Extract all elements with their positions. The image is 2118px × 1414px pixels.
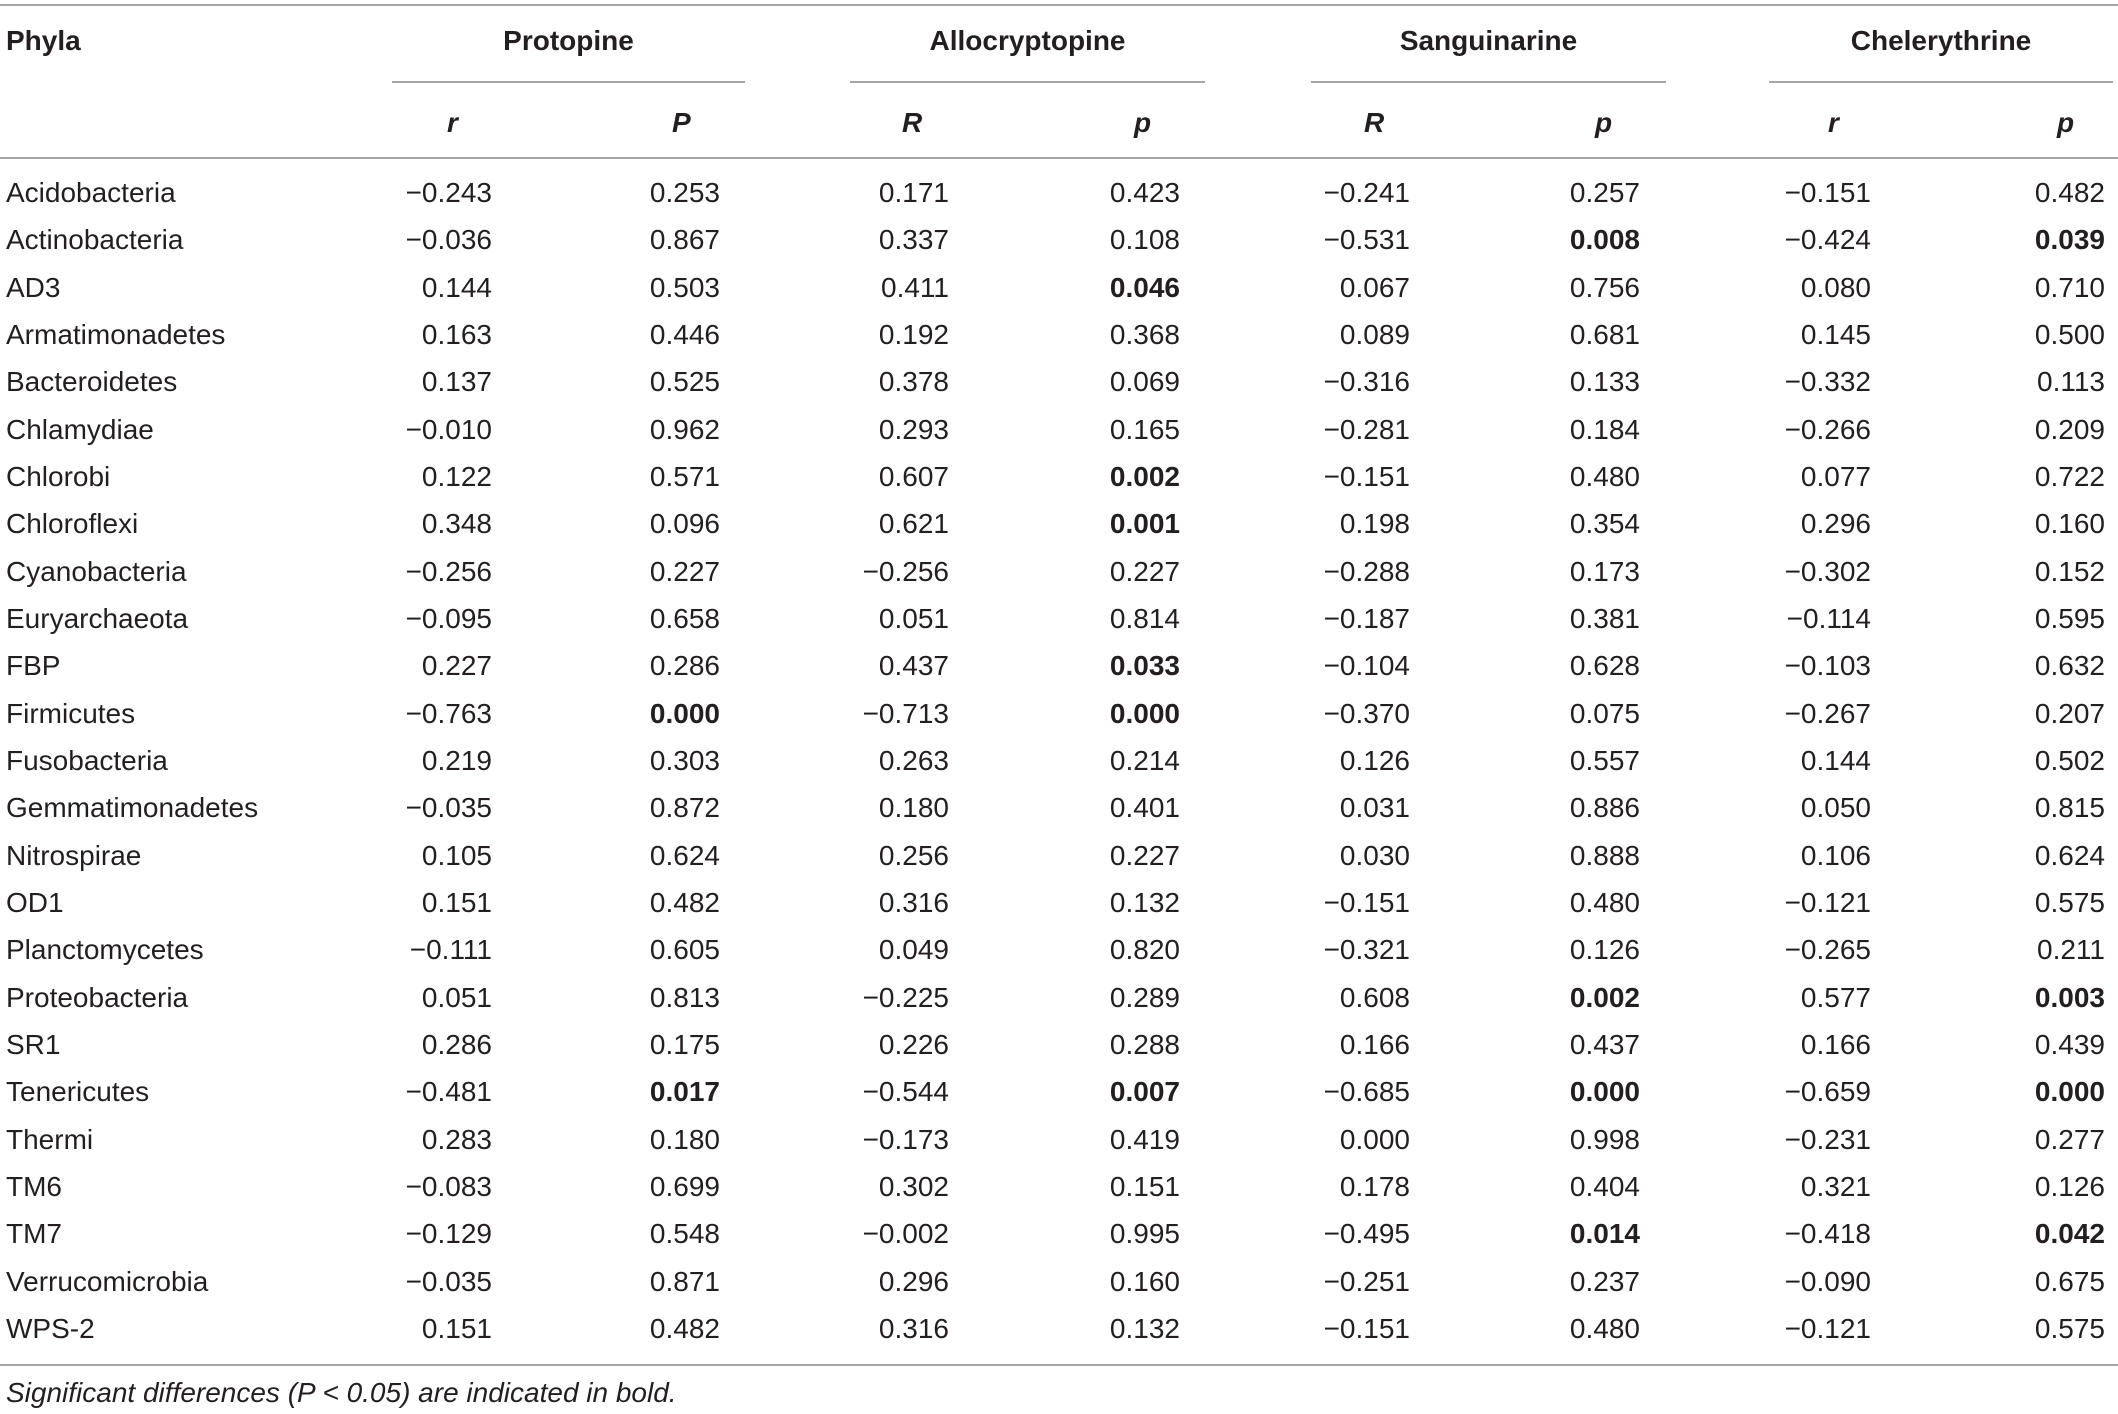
table-cell: 0.571 (649, 461, 720, 492)
table-cell: −0.685 (1323, 1076, 1410, 1107)
table-cell: 0.106 (1800, 840, 1871, 871)
subheader-chelerythrine-r: r (1828, 107, 1839, 138)
table-cell: 0.000 (1109, 698, 1180, 729)
table-cell: 0.577 (1800, 982, 1871, 1013)
phylum-name: Chlorobi (6, 461, 111, 492)
group-rule-protopine (392, 81, 745, 83)
table-cell: 0.017 (649, 1076, 720, 1107)
table-cell: 0.132 (1109, 1313, 1180, 1344)
table-cell: −0.111 (409, 934, 492, 965)
table-cell: 0.995 (1109, 1218, 1180, 1249)
table-cell: −0.036 (405, 224, 492, 255)
table-cell: −0.173 (862, 1124, 949, 1155)
table-cell: 0.628 (1569, 650, 1640, 681)
table-cell: 0.888 (1569, 840, 1640, 871)
table-cell: 0.557 (1569, 745, 1640, 776)
table-cell: 0.257 (1569, 177, 1640, 208)
table-cell: 0.227 (649, 556, 720, 587)
subheader-allocryptopine-p: p (1134, 107, 1152, 138)
table-cell: −0.321 (1323, 934, 1410, 965)
table-cell: 0.293 (878, 414, 949, 445)
table-cell: 0.480 (1569, 461, 1640, 492)
group-rule-allocryptopine (850, 81, 1205, 83)
table-cell: 0.001 (1109, 508, 1180, 539)
table-cell: 0.173 (1569, 556, 1640, 587)
table-cell: 0.368 (1109, 319, 1180, 350)
phylum-name: TM6 (6, 1171, 62, 1202)
phylum-name: Fusobacteria (6, 745, 168, 776)
subheader-allocryptopine-r: R (902, 107, 923, 138)
phylum-name: Verrucomicrobia (6, 1266, 209, 1297)
table-cell: 0.126 (2034, 1171, 2105, 1202)
table-cell: 0.872 (649, 792, 720, 823)
table-cell: 0.080 (1800, 272, 1871, 303)
table-cell: 0.227 (421, 650, 492, 681)
table-cell: 0.008 (1569, 224, 1640, 255)
table-cell: 0.277 (2034, 1124, 2105, 1155)
table-cell: 0.014 (1569, 1218, 1640, 1249)
table-cell: −0.418 (1784, 1218, 1871, 1249)
table-cell: 0.144 (421, 272, 492, 303)
table-cell: 0.296 (878, 1266, 949, 1297)
table-cell: 0.867 (649, 224, 720, 255)
table-cell: −0.121 (1784, 887, 1871, 918)
table-cell: −0.104 (1323, 650, 1410, 681)
table-cell: −0.103 (1784, 650, 1871, 681)
phylum-name: AD3 (6, 272, 61, 303)
table-cell: 0.316 (878, 1313, 949, 1344)
table-cell: −0.281 (1323, 414, 1410, 445)
group-header-protopine: Protopine (503, 25, 634, 56)
table-cell: 0.039 (2034, 224, 2105, 255)
table-cell: 0.151 (421, 887, 492, 918)
table-cell: 0.439 (2034, 1029, 2105, 1060)
table-footnote: Significant differences (P < 0.05) are indicated in bold. (6, 1377, 677, 1408)
table-cell: 0.166 (1339, 1029, 1410, 1060)
table-cell: 0.815 (2034, 792, 2105, 823)
table-cell: 0.480 (1569, 887, 1640, 918)
table-cell: 0.482 (2034, 177, 2105, 208)
table-cell: 0.214 (1109, 745, 1180, 776)
table-cell: 0.207 (2034, 698, 2105, 729)
table-cell: −0.083 (405, 1171, 492, 1202)
table-cell: −0.288 (1323, 556, 1410, 587)
table-cell: −0.002 (862, 1218, 949, 1249)
table-cell: −0.231 (1784, 1124, 1871, 1155)
table-cell: 0.152 (2034, 556, 2105, 587)
table-cell: −0.187 (1323, 603, 1410, 634)
table-cell: 0.165 (1109, 414, 1180, 445)
table-cell: 0.446 (649, 319, 720, 350)
table-cell: −0.256 (405, 556, 492, 587)
table-cell: 0.286 (421, 1029, 492, 1060)
table-cell: 0.404 (1569, 1171, 1640, 1202)
table-cell: 0.180 (878, 792, 949, 823)
table-cell: −0.256 (862, 556, 949, 587)
table-cell: 0.237 (1569, 1266, 1640, 1297)
table-cell: 0.378 (878, 366, 949, 397)
table-cell: 0.401 (1109, 792, 1180, 823)
table-cell: 0.500 (2034, 319, 2105, 350)
table-cell: 0.075 (1569, 698, 1640, 729)
table-cell: 0.211 (2037, 934, 2105, 965)
table-cell: 0.051 (421, 982, 492, 1013)
table-cell: 0.137 (421, 366, 492, 397)
subheader-sanguinarine-p: p (1595, 107, 1613, 138)
table-cell: 0.227 (1109, 840, 1180, 871)
table-cell: 0.051 (878, 603, 949, 634)
table-cell: 0.007 (1109, 1076, 1180, 1107)
table-cell: −0.316 (1323, 366, 1410, 397)
table-cell: 0.998 (1569, 1124, 1640, 1155)
table-cell: 0.419 (1109, 1124, 1180, 1155)
table-cell: 0.096 (649, 508, 720, 539)
table-cell: 0.437 (1569, 1029, 1640, 1060)
group-header-allocryptopine: Allocryptopine (929, 25, 1126, 56)
table-cell: −0.424 (1784, 224, 1871, 255)
phylum-name: Bacteroidetes (6, 366, 178, 397)
table-cell: 0.722 (2034, 461, 2105, 492)
table-cell: 0.171 (878, 177, 949, 208)
table-cell: 0.227 (1109, 556, 1180, 587)
table-cell: −0.267 (1784, 698, 1871, 729)
phylum-name: Planctomycetes (6, 934, 204, 965)
table-cell: 0.192 (878, 319, 949, 350)
table-cell: 0.178 (1339, 1171, 1410, 1202)
table-cell: −0.763 (405, 698, 492, 729)
table-cell: 0.482 (649, 1313, 720, 1344)
table-cell: −0.151 (1784, 177, 1871, 208)
phyla-header: Phyla (6, 25, 81, 56)
table-cell: 0.122 (421, 461, 492, 492)
table-cell: 0.886 (1569, 792, 1640, 823)
table-cell: −0.659 (1784, 1076, 1871, 1107)
table-cell: −0.266 (1784, 414, 1871, 445)
table-cell: −0.035 (405, 1266, 492, 1297)
table-cell: 0.105 (421, 840, 492, 871)
table-cell: 0.050 (1800, 792, 1871, 823)
table-bottom-rule (0, 1364, 2118, 1366)
table-cell: −0.035 (405, 792, 492, 823)
table-cell: 0.263 (878, 745, 949, 776)
table-cell: −0.151 (1323, 461, 1410, 492)
group-header-chelerythrine: Chelerythrine (1850, 25, 2032, 56)
table-cell: 0.133 (1569, 366, 1640, 397)
table-cell: 0.575 (2034, 1313, 2105, 1344)
table-cell: 0.681 (1569, 319, 1640, 350)
phylum-name: Tenericutes (6, 1076, 150, 1107)
table-cell: 0.160 (1109, 1266, 1180, 1297)
table-cell: 0.132 (1109, 887, 1180, 918)
table-cell: 0.288 (1109, 1029, 1180, 1060)
phylum-name: Actinobacteria (6, 224, 184, 255)
table-cell: 0.675 (2034, 1266, 2105, 1297)
table-cell: 0.302 (878, 1171, 949, 1202)
table-cell: 0.381 (1569, 603, 1640, 634)
table-cell: 0.605 (649, 934, 720, 965)
table-cell: 0.145 (1800, 319, 1871, 350)
table-cell: 0.632 (2034, 650, 2105, 681)
table-cell: −0.243 (405, 177, 492, 208)
table-cell: 0.423 (1109, 177, 1180, 208)
phylum-name: Cyanobacteria (6, 556, 187, 587)
table-cell: 0.503 (649, 272, 720, 303)
table-cell: 0.348 (421, 508, 492, 539)
table-cell: −0.151 (1323, 1313, 1410, 1344)
table-cell: 0.354 (1569, 508, 1640, 539)
phylum-name: FBP (6, 650, 61, 681)
table-cell: 0.437 (878, 650, 949, 681)
table-cell: 0.608 (1339, 982, 1410, 1013)
table-cell: 0.624 (649, 840, 720, 871)
table-cell: 0.163 (421, 319, 492, 350)
table-cell: 0.595 (2034, 603, 2105, 634)
table-cell: 0.283 (421, 1124, 492, 1155)
table-cell: 0.003 (2034, 982, 2105, 1013)
table-cell: −0.225 (862, 982, 949, 1013)
group-header-sanguinarine: Sanguinarine (1399, 25, 1578, 56)
table-cell: 0.180 (649, 1124, 720, 1155)
table-cell: 0.184 (1569, 414, 1640, 445)
table-cell: 0.049 (878, 934, 949, 965)
table-cell: 0.002 (1569, 982, 1640, 1013)
table-cell: 0.160 (2034, 508, 2105, 539)
phylum-name: OD1 (6, 887, 64, 918)
phylum-name: SR1 (6, 1029, 61, 1060)
table-cell: 0.151 (1109, 1171, 1180, 1202)
table-cell: 0.000 (2034, 1076, 2105, 1107)
table-cell: −0.713 (862, 698, 949, 729)
table-cell: 0.226 (878, 1029, 949, 1060)
phylum-name: Armatimonadetes (6, 319, 226, 350)
table-cell: 0.030 (1339, 840, 1410, 871)
table-cell: −0.010 (405, 414, 492, 445)
table-cell: 0.002 (1109, 461, 1180, 492)
table-cell: 0.144 (1800, 745, 1871, 776)
table-cell: 0.286 (649, 650, 720, 681)
subheader-protopine-p: P (672, 107, 691, 138)
table-cell: 0.198 (1339, 508, 1410, 539)
table-cell: −0.332 (1784, 366, 1871, 397)
table-cell: 0.575 (2034, 887, 2105, 918)
table-cell: 0.337 (878, 224, 949, 255)
table-cell: 0.621 (878, 508, 949, 539)
table-cell: 0.126 (1339, 745, 1410, 776)
table-cell: 0.219 (421, 745, 492, 776)
table-cell: 0.209 (2034, 414, 2105, 445)
table-cell: 0.113 (2037, 366, 2105, 397)
phylum-name: WPS-2 (6, 1313, 95, 1344)
table-cell: 0.069 (1109, 366, 1180, 397)
table-cell: 0.321 (1800, 1171, 1871, 1202)
table-cell: 0.871 (649, 1266, 720, 1297)
phylum-name: Acidobacteria (6, 177, 176, 208)
table-cell: 0.658 (649, 603, 720, 634)
subheader-chelerythrine-p: p (2057, 107, 2075, 138)
table-cell: 0.033 (1109, 650, 1180, 681)
subheader-protopine-r: r (447, 107, 458, 138)
subheader-sanguinarine-r: R (1364, 107, 1385, 138)
table-cell: 0.813 (649, 982, 720, 1013)
header-bottom-rule (0, 157, 2118, 159)
phylum-name: Proteobacteria (6, 982, 189, 1013)
table-cell: 0.042 (2034, 1218, 2105, 1249)
table-cell: 0.607 (878, 461, 949, 492)
table-cell: 0.710 (2034, 272, 2105, 303)
table-cell: 0.166 (1800, 1029, 1871, 1060)
table-cell: 0.480 (1569, 1313, 1640, 1344)
table-cell: −0.495 (1323, 1218, 1410, 1249)
table-cell: −0.129 (405, 1218, 492, 1249)
table-cell: −0.251 (1323, 1266, 1410, 1297)
table-cell: 0.296 (1800, 508, 1871, 539)
table-cell: −0.265 (1784, 934, 1871, 965)
table-cell: 0.820 (1109, 934, 1180, 965)
table-cell: −0.090 (1784, 1266, 1871, 1297)
phylum-name: Gemmatimonadetes (6, 792, 259, 823)
table-cell: 0.699 (649, 1171, 720, 1202)
phylum-name: Thermi (6, 1124, 94, 1155)
table-cell: 0.624 (2034, 840, 2105, 871)
table-cell: 0.482 (649, 887, 720, 918)
table-cell: 0.316 (878, 887, 949, 918)
table-cell: 0.067 (1339, 272, 1410, 303)
phylum-name: Nitrospirae (6, 840, 142, 871)
phylum-name: Chloroflexi (6, 508, 139, 539)
table-cell: 0.031 (1339, 792, 1410, 823)
table-cell: 0.046 (1109, 272, 1180, 303)
group-rule-chelerythrine (1769, 81, 2113, 83)
table-cell: −0.370 (1323, 698, 1410, 729)
table-cell: 0.000 (649, 698, 720, 729)
table-cell: 0.256 (878, 840, 949, 871)
table-cell: −0.481 (405, 1076, 492, 1107)
table-cell: −0.544 (862, 1076, 949, 1107)
table-cell: 0.303 (649, 745, 720, 776)
table-cell: 0.502 (2034, 745, 2105, 776)
table-cell: 0.814 (1109, 603, 1180, 634)
table-cell: 0.253 (649, 177, 720, 208)
phylum-name: TM7 (6, 1218, 62, 1249)
table-cell: −0.302 (1784, 556, 1871, 587)
table-cell: 0.077 (1800, 461, 1871, 492)
table-cell: 0.126 (1569, 934, 1640, 965)
phylum-name: Firmicutes (6, 698, 136, 729)
table-cell: 0.108 (1109, 224, 1180, 255)
table-cell: −0.114 (1786, 603, 1871, 634)
table-cell: 0.089 (1339, 319, 1410, 350)
table-cell: 0.000 (1569, 1076, 1640, 1107)
group-rule-sanguinarine (1311, 81, 1666, 83)
table-cell: −0.531 (1323, 224, 1410, 255)
phylum-name: Chlamydiae (6, 414, 154, 445)
table-cell: −0.095 (405, 603, 492, 634)
table-top-rule (0, 4, 2118, 6)
table-cell: 0.756 (1569, 272, 1640, 303)
table-cell: 0.151 (421, 1313, 492, 1344)
table-cell: −0.151 (1323, 887, 1410, 918)
table-cell: 0.289 (1109, 982, 1180, 1013)
table-cell: 0.525 (649, 366, 720, 397)
table-cell: −0.121 (1784, 1313, 1871, 1344)
table-cell: 0.548 (649, 1218, 720, 1249)
table-cell: 0.411 (881, 272, 949, 303)
table-cell: 0.000 (1339, 1124, 1410, 1155)
table-cell: −0.241 (1323, 177, 1410, 208)
table-cell: 0.962 (649, 414, 720, 445)
phylum-name: Euryarchaeota (6, 603, 189, 634)
table-cell: 0.175 (649, 1029, 720, 1060)
